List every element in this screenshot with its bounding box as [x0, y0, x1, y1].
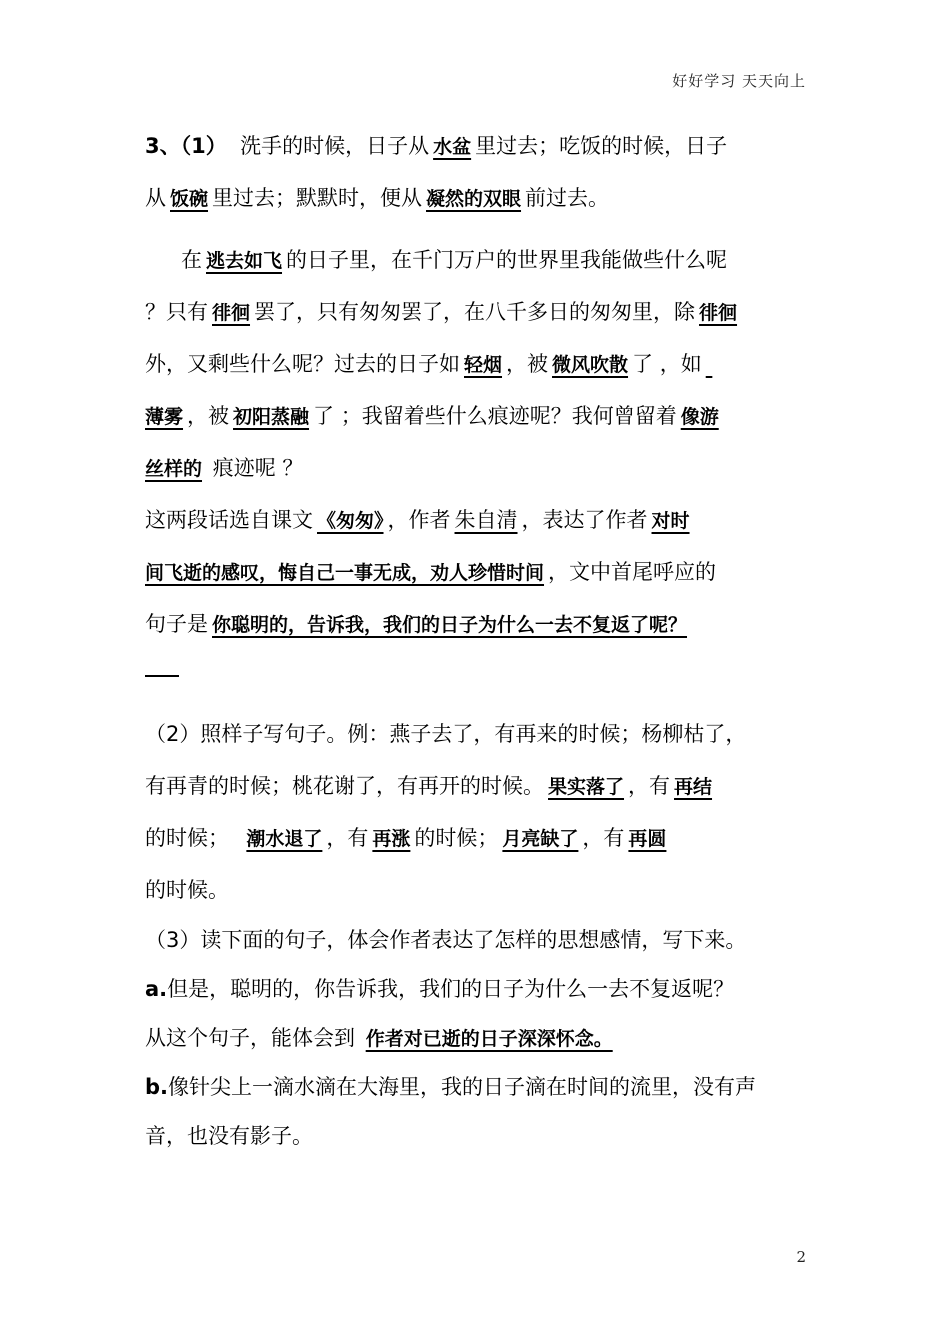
answer: 轻烟 — [464, 354, 503, 376]
q3-part2-line-4: 的时候。 — [145, 878, 229, 902]
q3-part2-line-3: 的时候； 潮水退了 ，有 再涨 的时候； 月亮缺了 ，有 再圆 — [145, 812, 810, 864]
q3-part3-line-5: 音，也没有影子。 — [145, 1124, 313, 1148]
answer: 间飞逝的感叹，悔自己一事无成，劝人珍惜时间 — [145, 562, 545, 584]
q3-line-1: 3、（1） 洗手的时候，日子从 水盆 里过去；吃饭的时候，日子 — [145, 134, 728, 158]
answer: 丝样的 — [145, 458, 203, 480]
answer: 徘徊 — [699, 302, 738, 324]
answer: 徘徊 — [212, 302, 251, 324]
q3-line-6: 薄雾 ，被 初阳蒸融 了 ；我留着些什么痕迹呢？我何曾留着 像游 — [145, 390, 810, 442]
q3-line-5: 外，又剩些什么呢？过去的日子如 轻烟 ，被 微风吹散 了 ，如 — [145, 352, 702, 376]
answer: 微风吹散 — [552, 354, 629, 376]
answer: 逃去如飞 — [206, 250, 283, 272]
answer: 凝然的双眼 — [426, 188, 522, 210]
q3-part3-line-3: 从这个句子，能体会到 作者对已逝的日子深深怀念。 — [145, 1014, 810, 1063]
q3-line-7: 丝样的 痕迹呢 ？ — [145, 456, 304, 480]
page-header: 好好学习 天天向上 — [672, 72, 806, 90]
answer: 潮水退了 — [246, 828, 323, 850]
answer: 再结 — [674, 776, 713, 798]
q3-line-9: 间飞逝的感叹，悔自己一事无成，劝人珍惜时间 ，文中首尾呼应的 — [145, 560, 717, 584]
question-number: 3、（1） — [145, 134, 227, 158]
q3-line-8: 这两段话选自课文 《匆匆》 ，作者 朱自清 ，表达了作者 对时 — [145, 494, 810, 546]
answer: 月亮缺了 — [502, 828, 579, 850]
answer: 朱自清 — [454, 508, 518, 532]
q3-part3-line-2: a.但是，聪明的，你告诉我，我们的日子为什么一去不复返呢？ — [145, 977, 735, 1001]
q3-line-4: ？只有 徘徊 罢了，只有匆匆罢了，在八千多日的匆匆里，除 徘徊 — [145, 286, 810, 338]
q3-part3-line-4: b.像针尖上一滴水滴在大海里，我的日子滴在时间的流里，没有声 — [145, 1075, 757, 1099]
answer: 像游 — [680, 406, 719, 428]
page-number: 2 — [796, 1248, 806, 1266]
q3-line-2: 从 饭碗 里过去；默默时，便从 凝然的双眼 前过去。 — [145, 186, 610, 210]
q3-part2-line-1: （2）照样子写句子。例：燕子去了，有再来的时候；杨柳枯了， — [145, 722, 747, 746]
answer: 对时 — [651, 510, 690, 532]
answer: 《匆匆》 — [317, 510, 384, 532]
answer: 作者对已逝的日子深深怀念。 — [365, 1028, 613, 1050]
answer: 薄雾 — [145, 406, 184, 428]
answer: 再涨 — [372, 828, 411, 850]
q3-line-3: 在 逃去如飞 的日子里，在千门万户的世界里我能做些什么呢 — [181, 248, 728, 272]
q3-part2-line-2: 有再青的时候；桃花谢了，有再开的时候。 果实落了 ，有 再结 — [145, 760, 810, 812]
answer: 再圆 — [628, 828, 667, 850]
answer: 饭碗 — [170, 188, 209, 210]
question-3 — [145, 120, 810, 1161]
answer: 你聪明的，告诉我，我们的日子为什么一去不复返了呢？ — [212, 614, 688, 636]
answer: 水盆 — [433, 136, 472, 158]
q3-part3-line-1: （3）读下面的句子，体会作者表达了怎样的思想感情，写下来。 — [145, 928, 747, 952]
answer: 果实落了 — [548, 776, 625, 798]
underline-blank — [145, 675, 179, 677]
q3-line-10: 句子是 你聪明的，告诉我，我们的日子为什么一去不复返了呢？ — [145, 598, 810, 650]
q3-line-11 — [145, 650, 810, 700]
answer: 初阳蒸融 — [233, 406, 310, 428]
